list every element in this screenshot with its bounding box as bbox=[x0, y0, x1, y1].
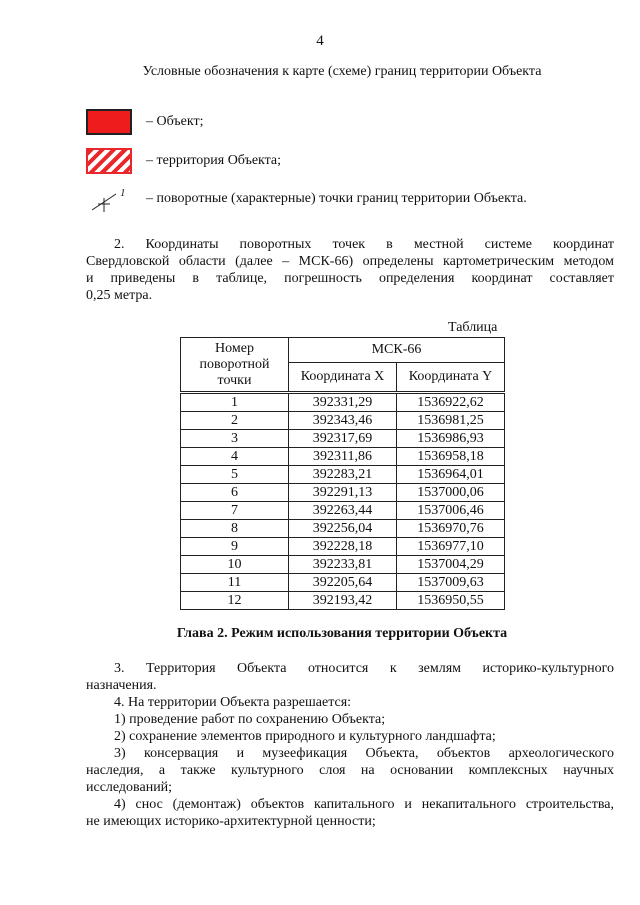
cell-coordinate-y: 1537000,06 bbox=[397, 484, 505, 502]
legend-title: Условные обозначения к карте (схеме) границ территории Объекта bbox=[142, 64, 542, 79]
cell-coordinate-x: 392193,42 bbox=[289, 592, 397, 610]
list-item-continued: не имеющих историко-архитектурной ценности; bbox=[86, 814, 376, 829]
cell-point-number: 4 bbox=[181, 448, 289, 466]
list-item-continued: исследований; bbox=[86, 780, 173, 795]
cell-coordinate-x: 392233,81 bbox=[289, 556, 397, 574]
table-row bbox=[181, 502, 505, 520]
paragraph-2-line: Свердловской области (далее – МСК-66) определены картометрическим методом bbox=[86, 254, 614, 269]
cell-coordinate-y: 1536970,76 bbox=[397, 520, 505, 538]
cell-coordinate-x: 392317,69 bbox=[289, 430, 397, 448]
body-line: назначения. bbox=[86, 678, 157, 693]
coordinates-table bbox=[180, 337, 505, 610]
table-row bbox=[181, 466, 505, 484]
cell-coordinate-y: 1536958,18 bbox=[397, 448, 505, 466]
table-row bbox=[181, 412, 505, 430]
legend-item-object bbox=[86, 109, 203, 135]
cell-coordinate-x: 392256,04 bbox=[289, 520, 397, 538]
turning-point-label: 1 bbox=[120, 187, 126, 199]
cell-coordinate-y: 1536981,25 bbox=[397, 412, 505, 430]
table-row bbox=[181, 556, 505, 574]
cell-coordinate-y: 1536986,93 bbox=[397, 430, 505, 448]
table-row bbox=[181, 484, 505, 502]
cell-coordinate-x: 392263,44 bbox=[289, 502, 397, 520]
list-item: 4) снос (демонтаж) объектов капитального и некапитального строительства, bbox=[114, 797, 614, 812]
cell-coordinate-y: 1536964,01 bbox=[397, 466, 505, 484]
territory-hatch-icon bbox=[86, 148, 132, 174]
cell-coordinate-x: 392228,18 bbox=[289, 538, 397, 556]
cell-point-number: 8 bbox=[181, 520, 289, 538]
cell-point-number: 1 bbox=[181, 393, 289, 412]
body-line: 3. Территория Объекта относится к землям историко-культурного bbox=[114, 661, 614, 676]
table-row bbox=[181, 448, 505, 466]
table-row bbox=[181, 574, 505, 592]
cell-point-number: 5 bbox=[181, 466, 289, 484]
cell-coordinate-x: 392311,86 bbox=[289, 448, 397, 466]
cell-coordinate-y: 1537004,29 bbox=[397, 556, 505, 574]
header-point-number: Номер поворотной точки bbox=[181, 338, 289, 393]
body-line: 4. На территории Объекта разрешается: bbox=[114, 695, 352, 710]
cell-point-number: 10 bbox=[181, 556, 289, 574]
cell-coordinate-x: 392331,29 bbox=[289, 393, 397, 412]
table-row bbox=[181, 393, 505, 412]
paragraph-2-line: 0,25 метра. bbox=[86, 288, 153, 303]
table-row bbox=[181, 520, 505, 538]
legend-text-territory: – территория Объекта; bbox=[146, 153, 282, 168]
cell-point-number: 2 bbox=[181, 412, 289, 430]
table-row bbox=[181, 538, 505, 556]
cell-point-number: 6 bbox=[181, 484, 289, 502]
table-row bbox=[181, 430, 505, 448]
page-number: 4 bbox=[316, 33, 324, 49]
cell-coordinate-x: 392283,21 bbox=[289, 466, 397, 484]
turning-point-icon bbox=[86, 186, 132, 212]
table-row bbox=[181, 592, 505, 610]
cell-point-number: 7 bbox=[181, 502, 289, 520]
cell-coordinate-y: 1536977,10 bbox=[397, 538, 505, 556]
paragraph-2-line: 2. Координаты поворотных точек в местной системе координат bbox=[114, 237, 614, 252]
cell-point-number: 3 bbox=[181, 430, 289, 448]
list-item: 3) консервация и музеефикация Объекта, объектов археологического bbox=[114, 746, 614, 761]
legend-text-points: – поворотные (характерные) точки границ территории Объекта. bbox=[146, 191, 527, 206]
legend-item-points bbox=[86, 186, 527, 212]
cell-coordinate-x: 392343,46 bbox=[289, 412, 397, 430]
legend-text-object: – Объект; bbox=[146, 114, 204, 129]
cell-point-number: 9 bbox=[181, 538, 289, 556]
list-item: 1) проведение работ по сохранению Объекта; bbox=[114, 712, 386, 727]
paragraph-2 bbox=[86, 236, 614, 304]
object-symbol-icon bbox=[86, 109, 132, 135]
header-coordinate-y: Координата Y bbox=[397, 363, 505, 393]
cell-coordinate-x: 392291,13 bbox=[289, 484, 397, 502]
header-coordinate-x: Координата X bbox=[289, 363, 397, 393]
table-caption: Таблица bbox=[448, 320, 498, 335]
cell-coordinate-y: 1537006,46 bbox=[397, 502, 505, 520]
cell-point-number: 12 bbox=[181, 592, 289, 610]
cell-coordinate-x: 392205,64 bbox=[289, 574, 397, 592]
chapter-title: Глава 2. Режим использования территории Объекта bbox=[176, 626, 508, 641]
list-item-continued: наследия, а также культурного слоя на основании комплексных научных bbox=[86, 763, 614, 778]
paragraph-2-line: и приведены в таблице, погрешность определения координат составляет bbox=[86, 271, 614, 286]
header-system: МСК-66 bbox=[289, 338, 505, 363]
legend-item-territory bbox=[86, 148, 281, 174]
list-item: 2) сохранение элементов природного и культурного ландшафта; bbox=[114, 729, 496, 744]
cell-coordinate-y: 1536950,55 bbox=[397, 592, 505, 610]
cell-point-number: 11 bbox=[181, 574, 289, 592]
cell-coordinate-y: 1537009,63 bbox=[397, 574, 505, 592]
chapter-body bbox=[86, 660, 614, 830]
cell-coordinate-y: 1536922,62 bbox=[397, 393, 505, 412]
